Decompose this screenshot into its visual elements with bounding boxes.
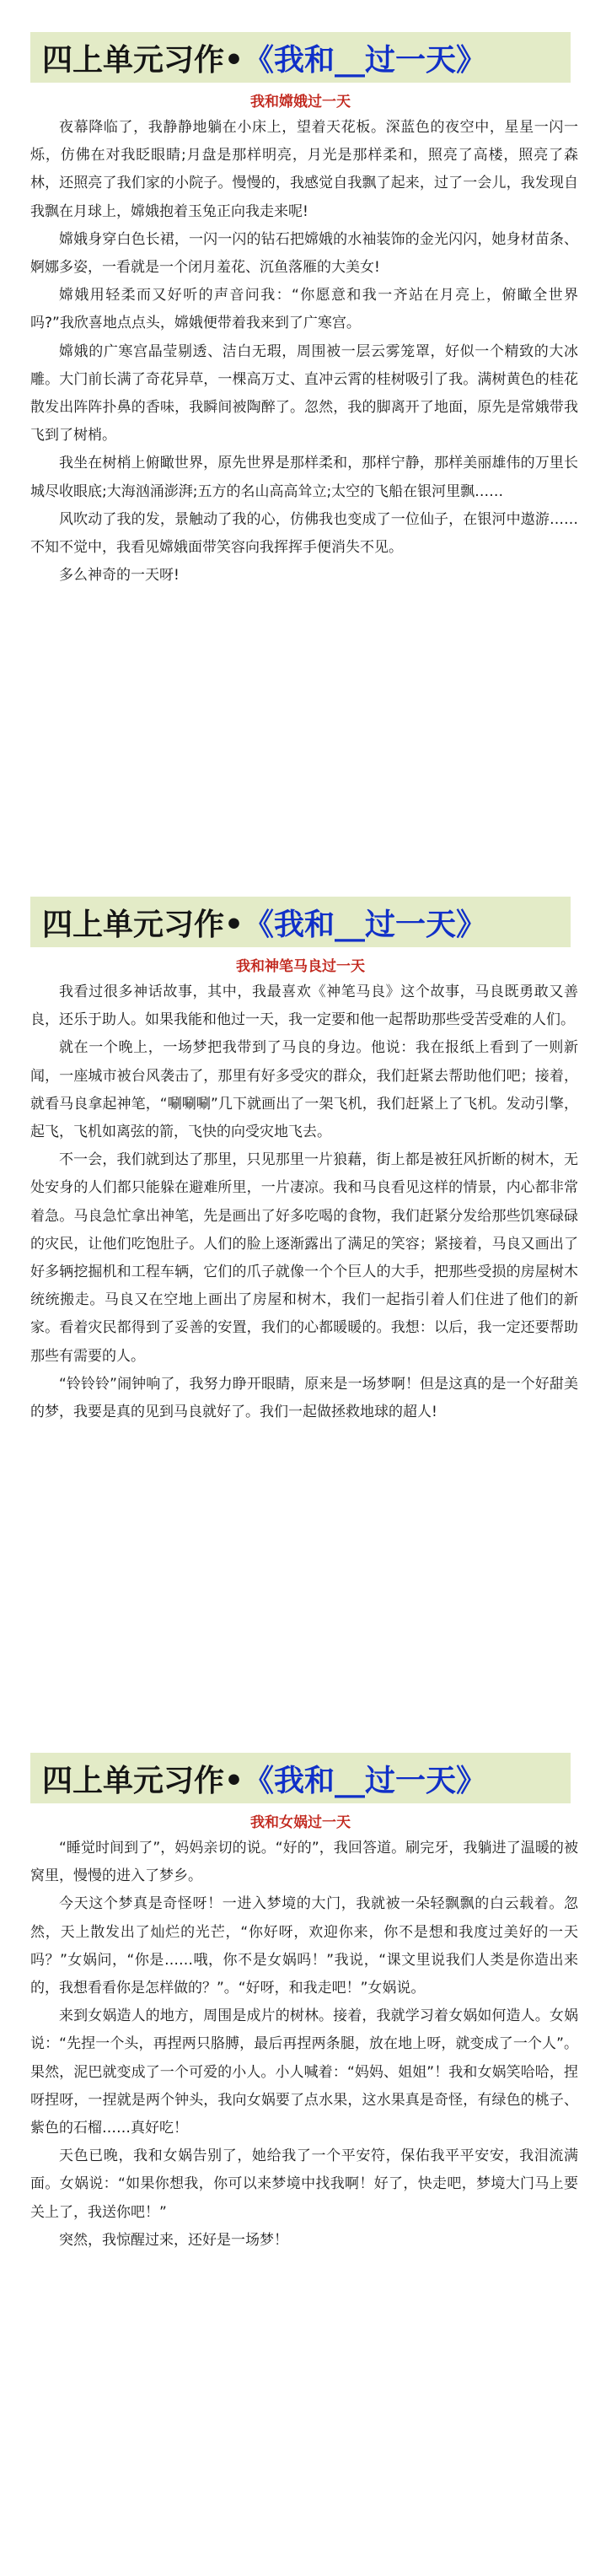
essay-banner [30, 32, 571, 83]
essay-paragraph: 夜幕降临了，我静静地躺在小床上，望着天花板。深蓝色的夜空中，星星一闪一烁，仿佛在对我眨眼睛;月盘是那样明亮，月光是那样柔和，照亮了高楼，照亮了森林，还照亮了我们家的小院子。慢慢的，我感觉自我飘了起来，过了一会儿，我发现自我飘在月球上，嫦娥抱着玉兔正向我走来呢! [30, 119, 578, 220]
essay-paragraph: 不一会，我们就到达了那里，只见那里一片狼藉，街上都是被狂风折断的树木，无处安身的人们都只能躲在避难所里，一片凄凉。我和马良看见这样的情景，内心都非常着急。马良急忙拿出神笔，先是画出了好多吃喝的食物，我们赶紧分发给那些饥寒碌碌的灾民，让他们吃饱肚子。人们的脸上逐渐露出了满足的笑容；紧接着，马良又画出了好多辆挖掘机和工程车辆，它们的爪子就像一个个巨人的大手，把那些受损的房屋树木统统搬走。马良又在空地上画出了房屋和树木，我们一起指引着人们住进了他们的新家。看着灾民都得到了妥善的安置，我们的心都暖暖的。我想：以后，我一定还要帮助那些有需要的人。 [30, 1151, 578, 1365]
essay-subtitle: 我和女娲过一天 [250, 1814, 351, 1831]
essay-paragraph: 就在一个晚上，一场梦把我带到了马良的身边。他说：我在报纸上看到了一则新闻，一座城市被台风袭击了，那里有好多受灾的群众，我们赶紧去帮助他们吧；接着，就看马良拿起神笔，“唰唰唰”几下就画出了一架飞机，我们赶紧上了飞机。发动引擎，起飞，飞机如离弦的箭，飞快的向受灾地飞去。 [30, 1039, 578, 1141]
essay-paragraph: “睡觉时间到了”，妈妈亲切的说。“好的”，我回答道。刷完牙，我躺进了温暖的被窝里，慢慢的进入了梦乡。 [30, 1840, 578, 1885]
essay-paragraph: 嫦娥身穿白色长裙，一闪一闪的钻石把嫦娥的水袖装饰的金光闪闪，她身材苗条、婀娜多姿，一看就是一个闭月羞花、沉鱼落雁的大美女! [30, 230, 578, 277]
banner-unit-label: 四上单元习作• [42, 1763, 244, 1798]
essay-paragraph: “铃铃铃”闹钟响了，我努力睁开眼睛，原来是一场梦啊！但是这真的是一个好甜美的梦，我要是真的见到马良就好了。我们一起做拯救地球的超人! [30, 1375, 578, 1421]
banner-essay-title: 《我和__过一天》 [244, 1763, 487, 1798]
essay-subtitle: 我和嫦娥过一天 [250, 94, 351, 110]
essay-nu-wa [30, 1753, 578, 2255]
essay-paragraph: 嫦娥的广寒宫晶莹剔透、洁白无瑕，周围被一层云雾笼罩，好似一个精致的大冰雕。大门前长满了奇花异草，一棵高万丈、直冲云霄的桂树吸引了我。满树黄色的桂花散发出阵阵扑鼻的香味，我瞬间被陶醉了。忽然，我的脚离开了地面，原先是常娥带我飞到了树梢。 [30, 342, 578, 445]
essay-paragraph: 今天这个梦真是奇怪呀！一进入梦境的大门，我就被一朵轻飘飘的白云载着。忽然，天上散发出了灿烂的光芒，“你好呀，欢迎你来，你不是想和我度过美好的一天吗？”女娲问，“你是……哦，你不是女娲吗！”我说，“课文里说我们人类是你造出来的，我想看看你是怎样做的？”。“好呀，和我走吧！”女娲说。 [30, 1895, 578, 1997]
essay-paragraph: 来到女娲造人的地方，周围是成片的树林。接着，我就学习着女娲如何造人。女娲说：“先捏一个头，再捏两只胳膊，最后再捏两条腿，放在地上呀，就变成了一个人”。果然，泥巴就变成了一个可爱的小人。小人喊着：“妈妈、姐姐”！我和女娲笑哈哈，捏呀捏呀，一捏就是两个钟头，我向女娲要了点水果，这水果真是奇怪，有绿色的桃子、紫色的石榴……真好吃！ [30, 2007, 578, 2137]
banner-essay-title: 《我和__过一天》 [244, 42, 487, 78]
essay-banner [30, 897, 571, 947]
essay-paragraph: 我看过很多神话故事，其中，我最喜欢《神笔马良》这个故事，马良既勇敢又善良，还乐于助人。如果我能和他过一天，我一定要和他一起帮助那些受苦受难的人们。 [30, 984, 578, 1029]
essay-banner [30, 1753, 571, 1803]
banner-unit-label: 四上单元习作• [42, 907, 244, 942]
essay-paragraph: 风吹动了我的发，景触动了我的心，仿佛我也变成了一位仙子，在银河中遨游……不知不觉中，我看见嫦娥面带笑容向我挥挥手便消失不见。 [30, 510, 578, 557]
banner-unit-label: 四上单元习作• [42, 42, 244, 78]
essay-paragraph: 多么神奇的一天呀! [59, 567, 180, 585]
essay-chang-e [30, 32, 578, 590]
essay-subtitle: 我和神笔马良过一天 [236, 958, 365, 975]
essay-ma-liang [30, 897, 578, 1426]
essay-paragraph: 突然，我惊醒过来，还好是一场梦！ [59, 2231, 288, 2249]
essay-paragraph: 天色已晚，我和女娲告别了，她给我了一个平安符，保佑我平平安安，我泪流满面。女娲说：“如果你想我，你可以来梦境中找我啊！好了，快走吧，梦境大门马上要关上了，我送你吧！” [30, 2148, 578, 2221]
essay-paragraph: 我坐在树梢上俯瞰世界，原先世界是那样柔和，那样宁静，那样美丽雄伟的万里长城尽收眼底;大海汹涌澎湃;五方的名山高高耸立;太空的飞船在银河里飘…… [30, 455, 578, 500]
banner-essay-title: 《我和__过一天》 [244, 907, 487, 942]
essay-paragraph: 嫦娥用轻柔而又好听的声音问我：“你愿意和我一齐站在月亮上，俯瞰全世界吗?”我欣喜地点点头，嫦娥便带着我来到了广寒宫。 [30, 287, 578, 332]
